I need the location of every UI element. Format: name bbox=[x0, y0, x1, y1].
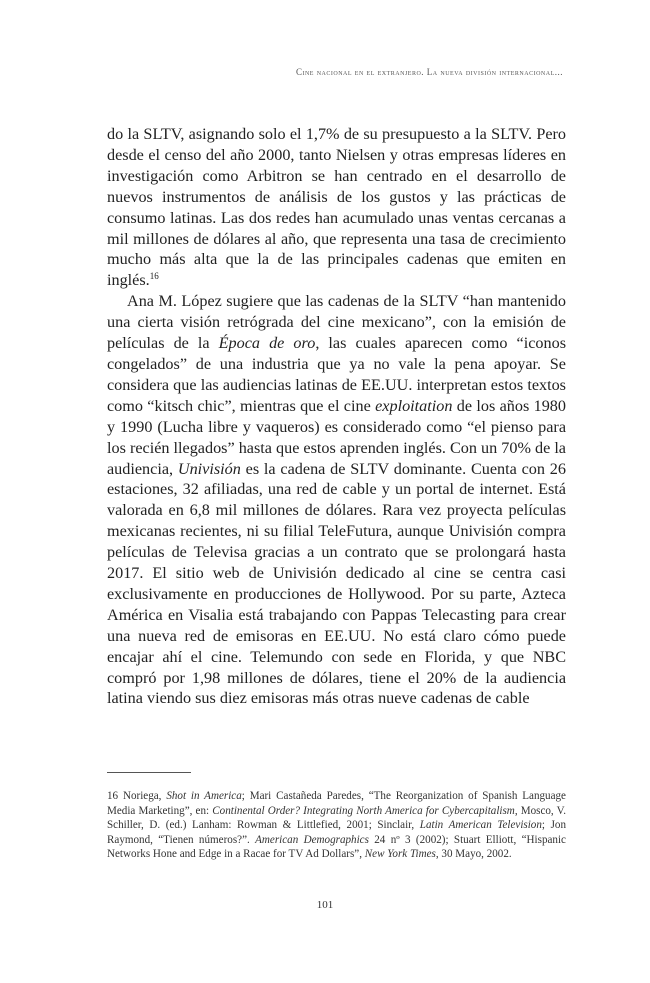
page-number: 101 bbox=[316, 899, 334, 911]
footnote bbox=[107, 789, 566, 862]
paragraph bbox=[107, 124, 566, 291]
footnote-text: 24 nº 3 (2002); Stuart Elliott, “Hispanic Networks Hone and Edge in a Racae for TV Ad Dollars”, bbox=[107, 833, 566, 861]
paragraph-text: do la SLTV, asignando solo el 1,7% de su presupuesto a la SLTV. Pero desde el censo del año 2000, tanto Nielsen y otras empresas líderes en investigación como Arbitron se han centrado en el desarrollo de nuevos instrumentos de análisis de los gustos y las prácticas de consumo latinas. Las dos redes han acumulado unas ventas cercanas a mil millones de dólares al año, que representa una tasa de crecimiento mucho más alta que la de las principales cadenas que emiten en inglés. bbox=[107, 125, 566, 290]
footnote-text: , 30 Mayo, 2002. bbox=[435, 848, 512, 861]
paragraph bbox=[107, 291, 566, 709]
footnote-italic: Latin American Television bbox=[419, 819, 542, 832]
footnote-italic: Continental Order? Integrating North America for Cybercapitalism bbox=[212, 804, 515, 817]
footnote-italic: American Demographics bbox=[255, 833, 369, 846]
body-text bbox=[107, 124, 566, 709]
italic-term: exploitation bbox=[375, 396, 453, 415]
paragraph-text: de los años 1980 y 1990 (Lucha libre y vaqueros) es considerado como “el pienso para los recién llegados” hasta que estos aprenden inglés. Con un 70% de la audiencia, bbox=[107, 396, 566, 478]
footnote-text: ; Jon Raymond, “Tienen números?”. bbox=[107, 819, 566, 846]
footnote-text: , Mosco, V. Schiller, D. (ed.) Lanham: Rowman & Littlefied, 2001; Sinclair, bbox=[107, 804, 567, 832]
footnote-rule bbox=[107, 772, 191, 773]
footnote-italic: New York Times bbox=[364, 848, 436, 861]
paragraph-text: es la cadena de SLTV dominante. Cuenta con 26 estaciones, 32 afiliadas, una red de cable y un portal de internet. Está valorada en 6,8 mil millones de dólares. Rara vez proyecta películas mexicanas recientes, ni su filial TeleFutura, aunque Univisión compra películas de Televisa gracias a un contrato que se prolongará hasta 2017. El sitio web de Univisión dedicado al cine se centra casi exclusivamente en producciones de Hollywood. Por su parte, Azteca América en Visalia está trabajando con Pappas Telecasting para crear una nueva red de emisoras en EE.UU. No está claro cómo puede encajar ahí el cine. Telemundo con sede en Florida, y que NBC compró por 1,98 millones de dólares, tiene el 20% de la audiencia latina viendo sus diez emisoras más otras nueve cadenas de cable bbox=[107, 459, 566, 708]
running-head: Cine nacional en el extranjero. La nueva división internacional... bbox=[295, 67, 563, 77]
footnote-text: ; Mari Castañeda Paredes, “The Reorganization of Spanish Language Media Marketing”, en: bbox=[107, 790, 566, 817]
italic-name: Univisión bbox=[177, 459, 241, 478]
italic-title: Época de oro bbox=[218, 334, 316, 353]
paragraph-text: , las cuales aparecen como “iconos congelados” de una industria que ya no vale la pena apoyar. Se considera que las audiencias latinas de EE.UU. interpretan estos textos como “kitsch chic”, mientras que el cine bbox=[107, 334, 566, 415]
paragraph-text: Ana M. López sugiere que las cadenas de la SLTV “han mantenido una cierta visión retrógrada del cine mexicano”, con la emisión de películas de la bbox=[107, 292, 566, 353]
footnote-reference: 16 bbox=[149, 271, 159, 282]
footnote-16 bbox=[107, 789, 566, 862]
footnote-text: 16 Noriega, bbox=[107, 790, 167, 802]
footnote-italic: Shot in America bbox=[166, 790, 242, 802]
